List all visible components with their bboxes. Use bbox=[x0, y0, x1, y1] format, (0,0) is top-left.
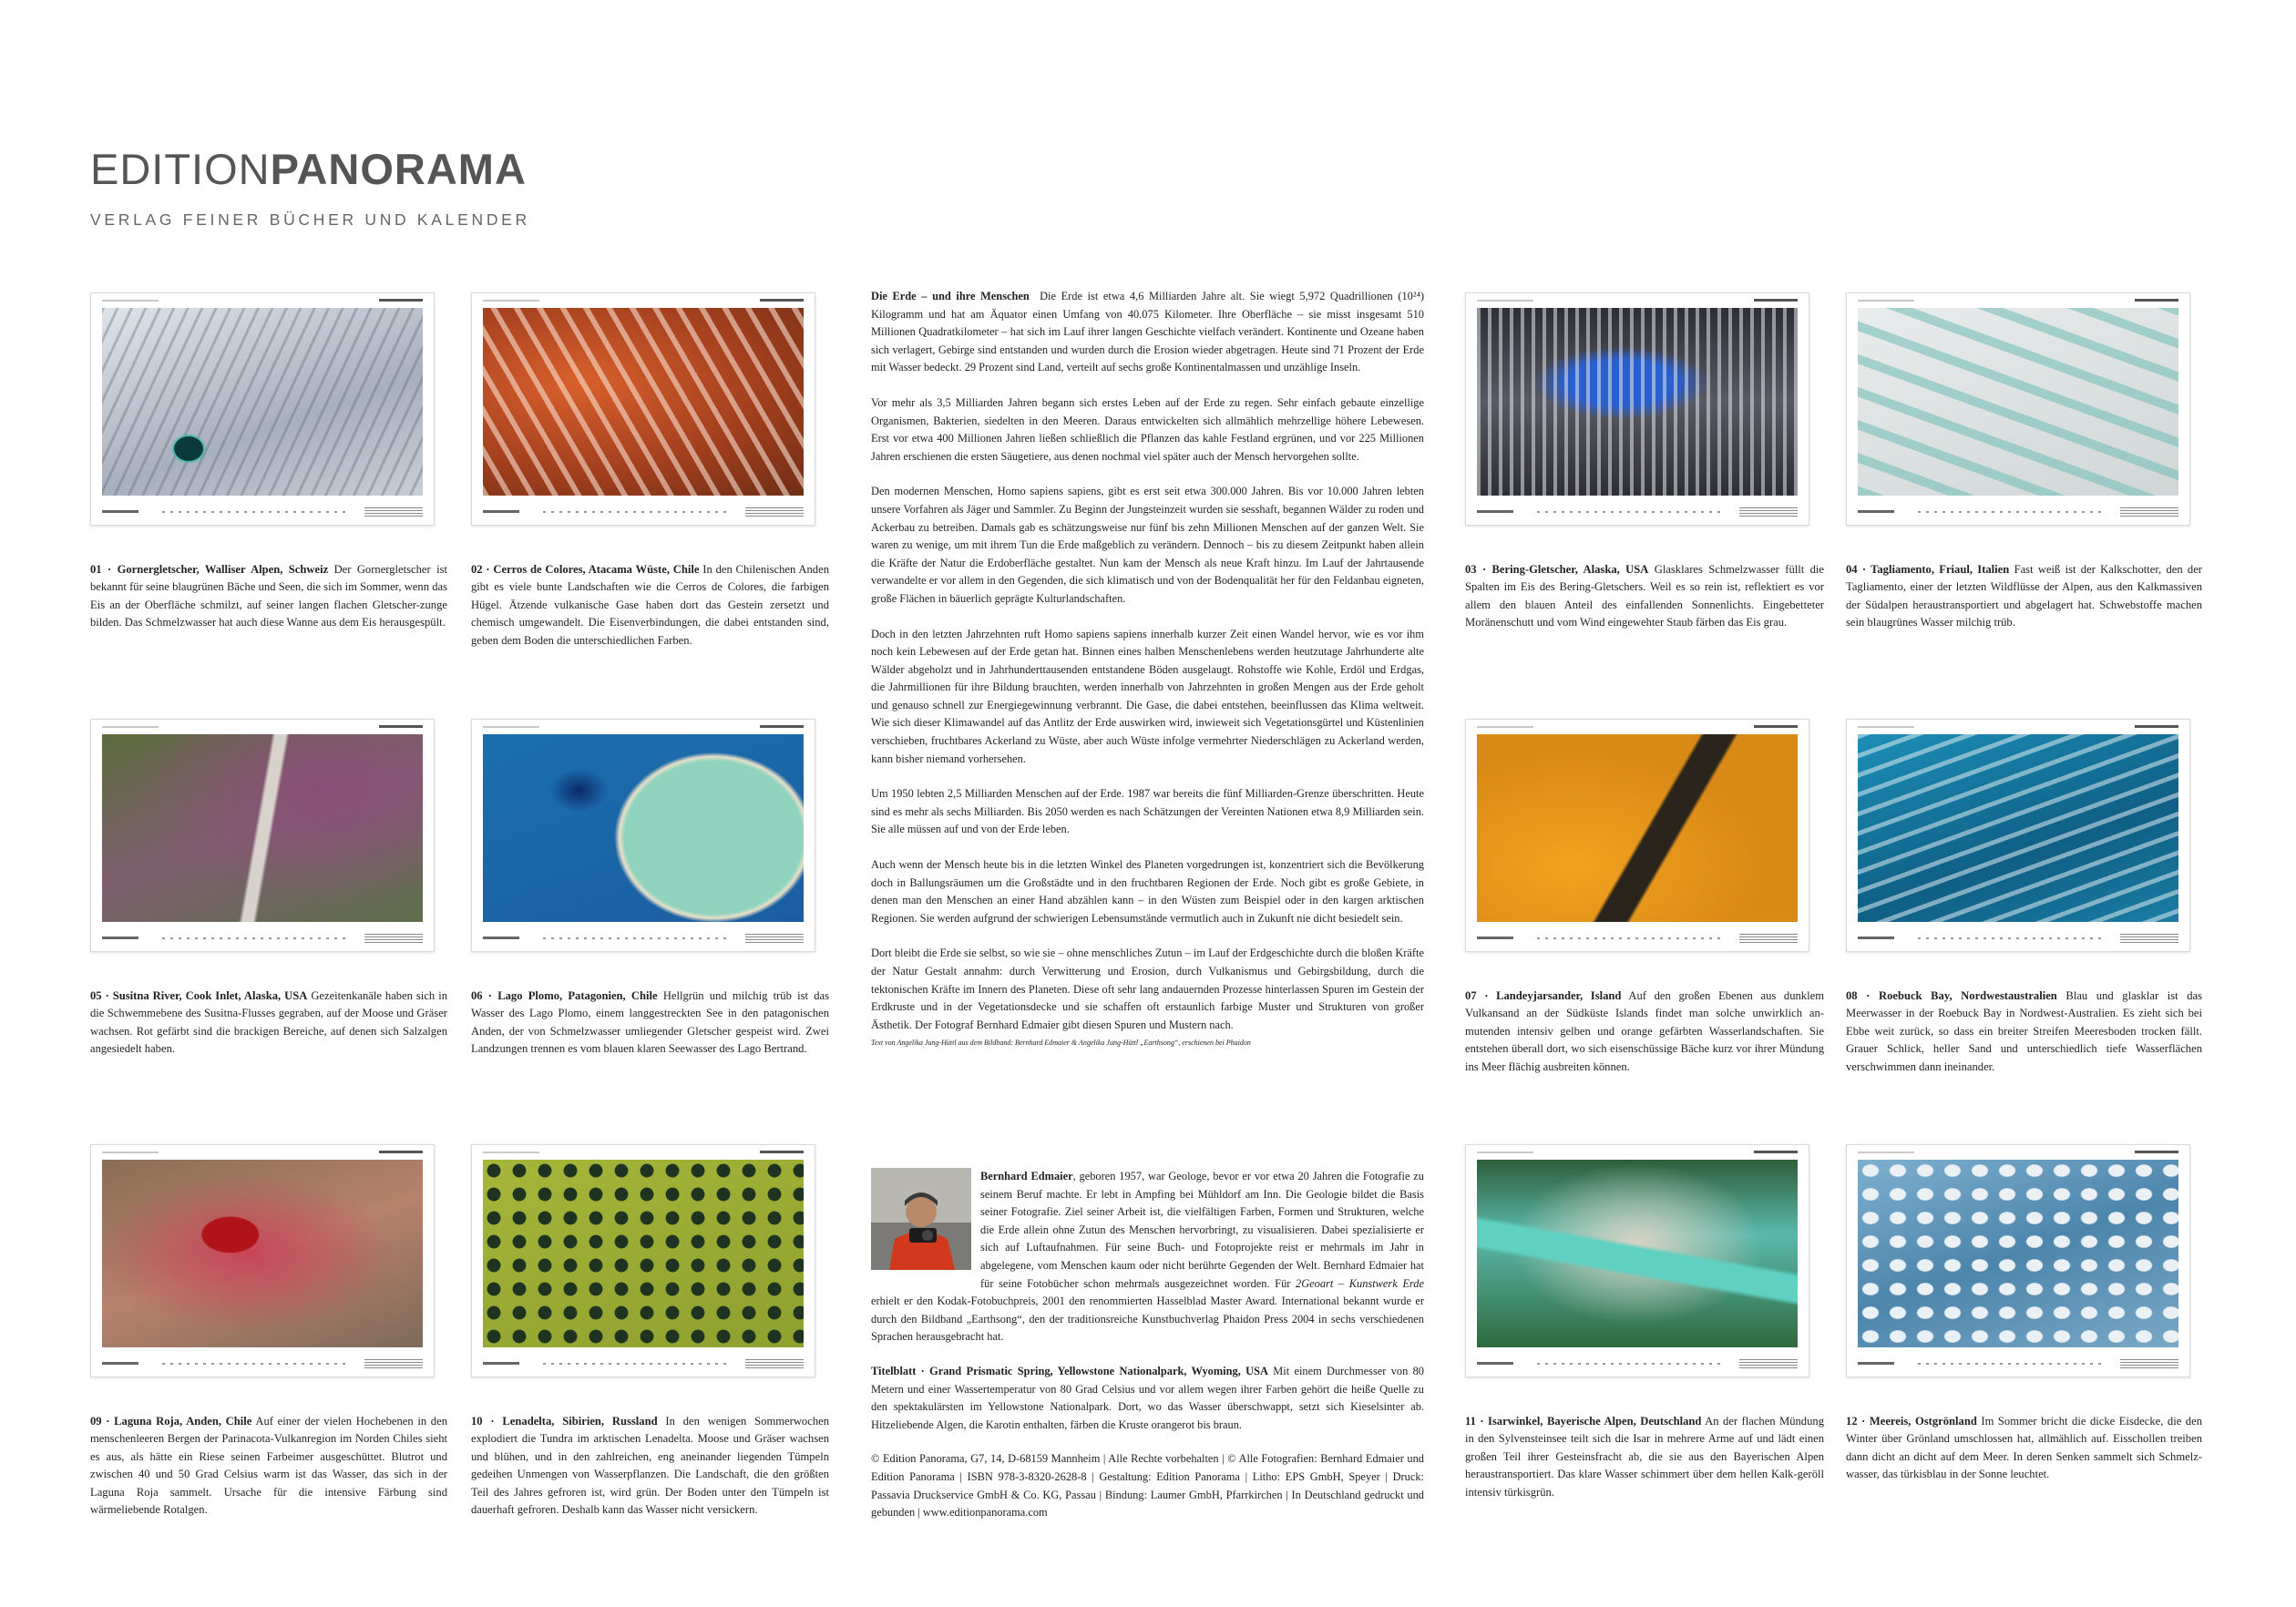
essay-paragraph: Dort bleibt die Erde sie selbst, so wie sie – ohne menschliches Zutun – im Lauf der Erdgeschichte durch die bloßen Kräfte der Natur Gestalt annahm: durch Verwitterung und Erosion, durch Vulkanismus und Gebirgsbildung, durch die tektonischen Kräfte im Innern des Planeten. Diese oft sehr lang andauernden Prozesse hinterlassen Spuren im Gestein der Erdkruste und in der Vegetationsdecke und sie schaffen oft erstaunlich farbige Muster und Strukturen von großer Ästhetik. Der Fotograf Bernhard Edmaier gibt diesen Spuren und Mustern nach. bbox=[871, 947, 1424, 1031]
caption-02: 02 · Cerros de Colores, Atacama Wüste, Chile In den Chilenischen Anden gibt es viele bunte Landschaften wie die Cerros de Colores, die farbigen Hügel. Ätzende vulkanische Gase haben dort das Gestein zersetzt und chemisch umgewandelt. Die Eisenverbindungen, die dabei entstanden sind, geben dem Boden die unterschiedlichen Farben. bbox=[471, 563, 829, 647]
photographer-bio bbox=[871, 1168, 1424, 1539]
bio-paragraph: Bernhard Edmaier, geboren 1957, war Geologe, bevor er vor etwa 20 Jahren die Fotografie zu seinem Beruf machte. Er lebt in Ampfing bei Mühldorf am Inn. Die Geologie bildet die Basis seiner Fotografie. Ziel seiner Arbeit ist, die vielfältigen Farben, Formen und Strukturen, welche die Erde allein ohne Zutun des Menschen hervorbringt, zu visualisieren. Dabei spezialisierte er sich auf Luftaufnahmen. Für seine Buch- und Fotoprojekte reist er mehrmals im Jahr in abgelegene, vom Menschen kaum oder nicht berührte Gegenden der Welt. Bernhard Edmaier hat für seine Fotobücher schon mehrmals ausgezeichnet worden. Für 2Geoart – Kunstwerk Erde erhielt er den Kodak-Fotobuchpreis, 2001 den renommierten Hasselblad Master Award. International bekannt wurde er durch den Bildband „Earthsong“, den der traditionsreiche Kunstbuchverlag Phaidon Press 2004 in sechs verschiedenen Sprachen herausgebracht hat. bbox=[871, 1170, 1425, 1344]
caption-06: 06 · Lago Plomo, Patagonien, Chile Hellgrün und milchig trüb ist das Wasser des Lago Plomo, einem langgestreckten See in den patagonischen Anden, der von Schmelzwasser umliegender Gletscher gespeist wird. Zwei Landzungen trennen es vom blauen klaren Seewasser des Lago Bertrand. bbox=[471, 989, 829, 1056]
essay-paragraph: Doch in den letzten Jahrzehnten ruft Homo sapiens sapiens innerhalb kurzer Zeit einen Wandel hervor, wie es vor ihm noch kein Lebewesen auf der Erde getan hat. Binnen eines halben Menschenlebens werden heutzutage Jahrhunderte alte Wälder abgeholzt und in Jahrhunderttausenden entstandene Böden ausgelaugt. Rohstoffe wie Kohle, Erdöl und Erdgas, die Jahrmillionen für ihre Bildung brauchten, werden innerhalb von Jahrzehnten in großen Mengen aus der Erde geholt und genauso schnell zur Energiegewinnung verbrannt. Die Gase, die dabei entstehen, beeinflussen das Klima weltweit. Wie sich dieser Klimawandel auf das Antlitz der Erde auswirken wird, inwieweit sich Vegetationsgürtel und Küstenlinien verschieben, fruchtbares Ackerland zu Wüste, aber auch Wüste infolge vermehrter Niederschlägen zu Ackerland werden, kann bisher niemand vorhersehen. bbox=[871, 627, 1424, 765]
essay bbox=[871, 288, 1424, 1049]
caption-08: 08 · Roebuck Bay, Nordwestaustralien Blau und glasklar ist das Meerwasser in der Roebuck Bay in Nordwest-Australien. Es zieht sich bei Ebbe weit zurück, so dass ein breiter Streifen Meeresboden trocken fällt. Grauer Schlick, heller Sand und unterschiedlich tiefe Wasserflächen verschwimmen dann ineinander. bbox=[1846, 989, 2203, 1073]
photo-card-03 bbox=[1465, 292, 1809, 526]
imprint: © Edition Panorama, G7, 14, D-68159 Mannheim | Alle Rechte vorbehalten | © Alle Fotografien: Bernhard Edmaier und Edition Panorama | ISBN 978-3-8320-2628-8 | Gestaltung: Edition Panorama | Litho: EPS GmbH, Speyer | Druck: Passavia Druckservice GmbH & Co. KG, Passau | Bindung: Laumer GmbH, Pfarrkirchen | In Deutschland gedruckt und gebunden | www.editionpanorama.com bbox=[871, 1452, 1424, 1520]
essay-paragraph: Vor mehr als 3,5 Milliarden Jahren begann sich erstes Leben auf der Erde zu regen. Sehr einfach gebaute einzellige Organismen, Bakterien, siedelten in den Meeren. Daraus entwickelten sich allmählich mehrzellige höhere Lebewesen. Erst vor etwa 400 Millionen Jahren ließen schließlich die Pflanzen das kahle Festland ergrünen, und vor 225 Millionen Jahren erschienen die ersten Säugetiere, aus denen nochmal viel später auch der Mensch hervorgehen sollte. bbox=[871, 395, 1424, 463]
photo-tagliamento bbox=[1858, 308, 2178, 496]
photo-card-01 bbox=[90, 292, 435, 526]
essay-credit: Text von Angelika Jung-Hüttl aus dem Bildband: Bernhard Edmaier & Angelika Jung-Hüttl „Earthsong“, erschienen bei Phaidon bbox=[871, 1039, 1251, 1048]
photo-laguna-roja bbox=[102, 1160, 423, 1347]
photo-card-05 bbox=[90, 719, 435, 952]
photo-card-04 bbox=[1846, 292, 2190, 526]
photo-lenadelta bbox=[483, 1160, 804, 1347]
photographer-portrait bbox=[871, 1168, 971, 1270]
photo-card-07 bbox=[1465, 719, 1809, 952]
photo-card-08 bbox=[1846, 719, 2190, 952]
brand-tagline: VERLAG FEINER BÜCHER UND KALENDER bbox=[90, 210, 530, 229]
photo-gornergletscher bbox=[102, 308, 423, 496]
caption-01: 01 · Gornergletscher, Walliser Alpen, Schweiz Der Gornergletscher ist bekannt für seine blaugrünen Bäche und Seen, die sich im Sommer, wenn das Eis an der Oberfläche schmilzt, auf seiner langen flachen Gletscher-zunge bilden. Das Schmelzwasser hat auch diese Wanne aus dem Eis herausgespült. bbox=[90, 563, 448, 629]
caption-10: 10 · Lenadelta, Sibirien, Russland In den wenigen Sommerwochen explodiert die Tundra im arktischen Lenadelta. Moose und Gräser wachsen und blühen, und in den zahlreichen, eng aneinander liegenden Tümpeln gedeihen Unmengen von Wasserpflanzen. Die Landschaft, die den größten Teil des Jahres gefroren ist, wird grün. Der Boden unter den Tümpeln ist dauerhaft gefroren. Deshalb kann das Wasser nicht versickern. bbox=[471, 1415, 830, 1517]
photo-card-10 bbox=[471, 1144, 815, 1377]
photo-roebuck-bay bbox=[1858, 734, 2178, 922]
essay-paragraph: Auch wenn der Mensch heute bis in die letzten Winkel des Planeten vorgedrungen ist, konzentriert sich die Bevölkerung doch in Ballungsräumen um die Großstädte und in den fruchtbaren Regionen der Erde. Noch gibt es große Gebiete, in denen man den Menschen an einer Hand abzählen kann – in den Wüsten zum Beispiel oder in den kargen arktischen Regionen. Sie werden aufgrund der schwierigen Lebensumstände vermutlich auch in Zukunft nie dicht besiedelt sein. bbox=[871, 858, 1424, 925]
brand bbox=[90, 145, 530, 230]
caption-09: 09 · Laguna Roja, Anden, Chile Auf einer der vielen Hochebenen in den menschenleeren Bergen der Parinacota-Vulkanregion im Norden Chiles sieht es aus, als hätte ein Riese seinen Farbeimer ausgeschüttet. Blutrot und zwischen 40 und 50 Grad Celsius warm ist das Wasser, das sich in der Laguna Roja sammelt. Ursache für die intensive Färbung sind wärmeliebende Rotalgen. bbox=[90, 1415, 447, 1517]
photo-isarwinkel bbox=[1477, 1160, 1798, 1347]
photo-meereis bbox=[1858, 1160, 2178, 1347]
cover-caption: Titelblatt · Grand Prismatic Spring, Yellowstone Nationalpark, Wyoming, USA Mit einem Durchmesser von 80 Metern und einer Wassertemperatur von 80 Grad Celsius und vor allem wegen ihrer Farben gehört die heiße Quelle zu den spektakulärsten im Yellowstone Nationalpark. Dort, wo das Wasser überschwappt, setzt sich Kieselsinter ab. Hitzeliebende Algen, die Karotin enthalten, färben die Kruste orangerot bis braun. bbox=[871, 1364, 1424, 1431]
essay-paragraph: Die Erde – und ihre Menschen Die Erde ist etwa 4,6 Milliarden Jahre alt. Sie wiegt 5,972 Quadrillionen (10²⁴) Kilogramm und hat am Äquator einen Umfang von 40.075 Kilometer. Ihre Oberfläche – sie misst insgesamt 510 Millionen Quadratkilometer – hat sich im Lauf ihrer langen Geschichte vielfach verändert. Kontinente und Ozeane haben sich verlagert, Gebirge sind entstanden und wurden durch die Erosion wieder abgetragen. Heute sind 71 Prozent der Erde mit Wasser bedeckt. 29 Prozent sind Land, verteilt auf sechs große Kontinentalmassen und unzählige Inseln. bbox=[871, 290, 1425, 374]
photo-card-11 bbox=[1465, 1144, 1809, 1377]
caption-11: 11 · Isarwinkel, Bayerische Alpen, Deutschland An der flachen Mündung in den Sylvensteinsee teilt sich die Isar in mehrere Arme auf und lädt einen großen Teil ihrer Gesteinsfracht ab, die sie aus den Bayerischen Alpen heraustransportiert. Das klare Wasser schimmert über dem hellen Kalk-geröll intensiv türkisgrün. bbox=[1465, 1415, 1824, 1499]
photo-landeyjarsander bbox=[1477, 734, 1798, 922]
photo-cerros-de-colores bbox=[483, 308, 804, 496]
essay-paragraph: Den modernen Menschen, Homo sapiens sapiens, gibt es erst seit etwa 300.000 Jahren. Bis vor 10.000 Jahren lebten unsere Vorfahren als Jäger und Sammler. Zu Beginn der Jungsteinzeit wurden sie sesshaft, begannen Wälder zu roden und Ackerbau zu betreiben. Damals gab es schätzungsweise nur fünf bis zehn Millionen Menschen auf der ganzen Welt. Sie waren zu wenige, um mit ihrem Tun die Erde maßgeblich zu verändern. Dennoch – bis zu diesem Zeitpunkt haben allein die Kräfte der Natur die Erdoberfläche gestaltet. Nun kam der Mensch als neue Kraft hinzu. Im Lauf der Jahrtausende verwandelte er vor allem in den Gegenden, die sich klimatisch und von der Bodenqualität her für den Feldanbau eigneten, große Flächen in bäuerlich geprägte Kulturlandschaften. bbox=[871, 485, 1424, 605]
caption-12: 12 · Meereis, Ostgrönland Im Sommer bricht die dicke Eisdecke, die den Winter über Grönland umschlossen hat, allmählich auf. Eisschollen treiben dann dicht an dicht auf dem Meer. In deren Senken sammelt sich Schmelz-wasser, das türkisblau in der Sonne leuchtet. bbox=[1846, 1415, 2202, 1481]
photo-card-09 bbox=[90, 1144, 435, 1377]
photo-bering-gletscher bbox=[1477, 308, 1798, 496]
caption-03: 03 · Bering-Gletscher, Alaska, USA Glasklares Schmelzwasser füllt die Spalten im Eis des Bering-Gletschers. Weil es so rein ist, reflektiert es vor allem den blauen Anteil des einfallenden Sonnenlichts. Eingebetteter Moränenschutt und vom Wind eingewehter Staub färben das Eis grau. bbox=[1465, 563, 1824, 629]
photo-susitna-river bbox=[102, 734, 423, 922]
photo-card-06 bbox=[471, 719, 815, 952]
caption-05: 05 · Susitna River, Cook Inlet, Alaska, USA Gezeitenkanäle haben sich in die Schwemmebene des Susitna-Flusses gegraben, auf der Moose und Gräser wachsen. Rot gefärbt sind die brackigen Bereiche, auf denen sich Salzalgen angesiedelt haben. bbox=[90, 989, 447, 1056]
caption-07: 07 · Landeyjarsander, Island Auf den großen Ebenen aus dunklem Vulkansand an der Südküste Islands findet man solche unwirklich an-mutenden intensiv gelben und orange gefärbten Wasserlandschaften. Sie entstehen überall dort, wo sich eisenschüssige Bäche kurz vor ihrer Mündung ins Meer flächig ausbreiten können. bbox=[1465, 989, 1824, 1073]
essay-paragraph: Um 1950 lebten 2,5 Milliarden Menschen auf der Erde. 1987 war bereits die fünf Milliarden-Grenze überschritten. Heute sind es mehr als sechs Milliarden. Bis 2050 werden es nach Schätzungen der Vereinten Nationen etwa 8,9 Milliarden sein. Sie alle müssen auf und von der Erde leben. bbox=[871, 787, 1424, 836]
photo-lago-plomo bbox=[483, 734, 804, 922]
photo-card-12 bbox=[1846, 1144, 2190, 1377]
photo-card-02 bbox=[471, 292, 815, 526]
caption-04: 04 · Tagliamento, Friaul, Italien Fast weiß ist der Kalkschotter, den der Tagliamento, einer der letzten Wildflüsse der Alpen, aus den Kalkmassiven der Südalpen heraustransportiert und abgelagert hat. Schwebstoffe machen sein blaugrünes Wasser milchig trüb. bbox=[1846, 563, 2202, 629]
brand-logo: EDITIONPANORAMA bbox=[90, 145, 527, 193]
